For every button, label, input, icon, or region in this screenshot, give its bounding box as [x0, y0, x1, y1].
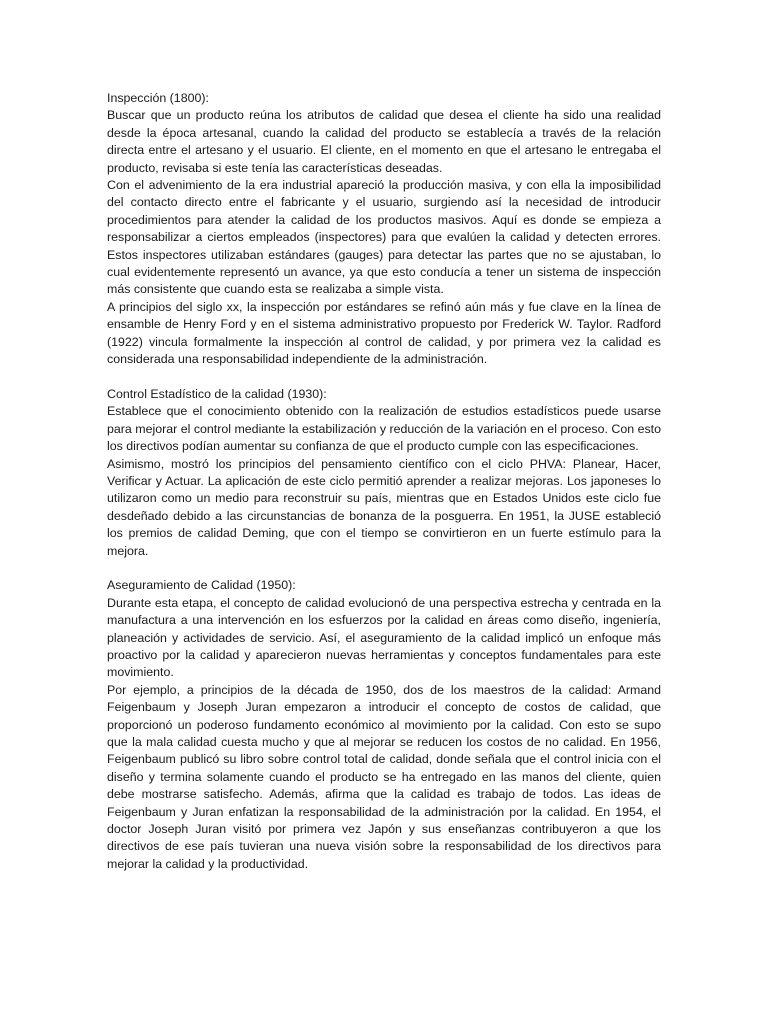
section-heading: Inspección (1800):: [107, 91, 209, 105]
section-inspeccion: [107, 90, 661, 369]
paragraph: Buscar que un producto reúna los atributos de calidad que desea el cliente ha sido una realidad desde la época artesanal, cuando la calidad del producto se establecía a través de la relación directa entre el artesano y el usuario. El cliente, en el momento en que el artesano le entregaba el producto, revisaba si este tenía las características deseadas.: [107, 108, 661, 175]
paragraph: A principios del siglo xx, la inspección por estándares se refinó aún más y fue clave en la línea de ensamble de Henry Ford y en el sistema administrativo propuesto por Frederick W. Taylor. Radford (1922) vincula formalmente la inspección al control de calidad, y por primera vez la calidad es considerada una responsabilidad independiente de la administración.: [107, 299, 661, 367]
paragraph: Establece que el conocimiento obtenido con la realización de estudios estadísticos puede usarse para mejorar el control mediante la estabilización y reducción de la variación en el proceso. Con esto los directivos podían aumentar su confianza de que el producto cumple con las especificaciones.: [107, 404, 661, 454]
paragraph: Durante esta etapa, el concepto de calidad evolucionó de una perspectiva estrecha y centrada en la manufactura a una intervención en los esfuerzos por la calidad en áreas como diseño, ingeniería, planeación y actividades de servicio. Así, el aseguramiento de la calidad implicó un enfoque más proactivo por la calidad y aparecieron nuevas herramientas y conceptos fundamentales para este movimiento.: [107, 595, 661, 680]
document-page: [107, 90, 661, 891]
section-aseguramiento: [107, 577, 661, 873]
section-control-estadistico: [107, 386, 661, 560]
paragraph: Asimismo, mostró los principios del pensamiento científico con el ciclo PHVA: Planear, Hacer, Verificar y Actuar. La aplicación de este ciclo permitió aprender a realizar mejoras. Los japoneses lo utilizaron como un medio para reconstruir su país, mientras que en Estados Unidos este ciclo fue desdeñado debido a las circunstancias de bonanza de la posguerra. En 1951, la JUSE estableció los premios de calidad Deming, que con el tiempo se convirtieron en un fuerte estímulo para la mejora.: [107, 456, 661, 558]
section-heading: Control Estadístico de la calidad (1930):: [107, 386, 327, 401]
paragraph: Con el advenimiento de la era industrial apareció la producción masiva, y con ella la imposibilidad del contacto directo entre el fabricante y el usuario, surgiendo así la necesidad de introducir procedimientos para atender la calidad de los productos masivos. Aquí es donde se empieza a responsabilizar a ciertos empleados (inspectores) para que evalúen la calidad y detecten errores. Estos inspectores utilizaban estándares (gauges) para detectar las partes que no se ajustaban, lo cual evidentemente representó un avance, ya que esto conducía a tener un sistema de inspección más consistente que cuando esta se realizaba a simple vista.: [107, 178, 661, 297]
section-heading: Aseguramiento de Calidad (1950):: [107, 578, 296, 593]
paragraph: Por ejemplo, a principios de la década de 1950, dos de los maestros de la calidad: Armand Feigenbaum y Joseph Juran empezaron a introducir el concepto de costos de calidad, que proporcionó un poderoso fundamento económico al movimiento por la calidad. Con esto se supo que la mala calidad cuesta mucho y que al mejorar se reducen los costos de no calidad. En 1956, Feigenbaum publicó su libro sobre control total de calidad, donde señala que el control inicia con el diseño y termina solamente cuando el producto se ha entregado en las manos del cliente, quien debe mostrarse satisfecho. Además, afirma que la calidad es trabajo de todos. Las ideas de Feigenbaum y Juran enfatizan la responsabilidad de la administración por la calidad. En 1954, el doctor Joseph Juran visitó por primera vez Japón y sus enseñanzas contribuyeron a que los directivos de ese país tuvieran una nueva visión sobre la responsabilidad de los directivos para mejorar la calidad y la productividad.: [107, 682, 661, 871]
